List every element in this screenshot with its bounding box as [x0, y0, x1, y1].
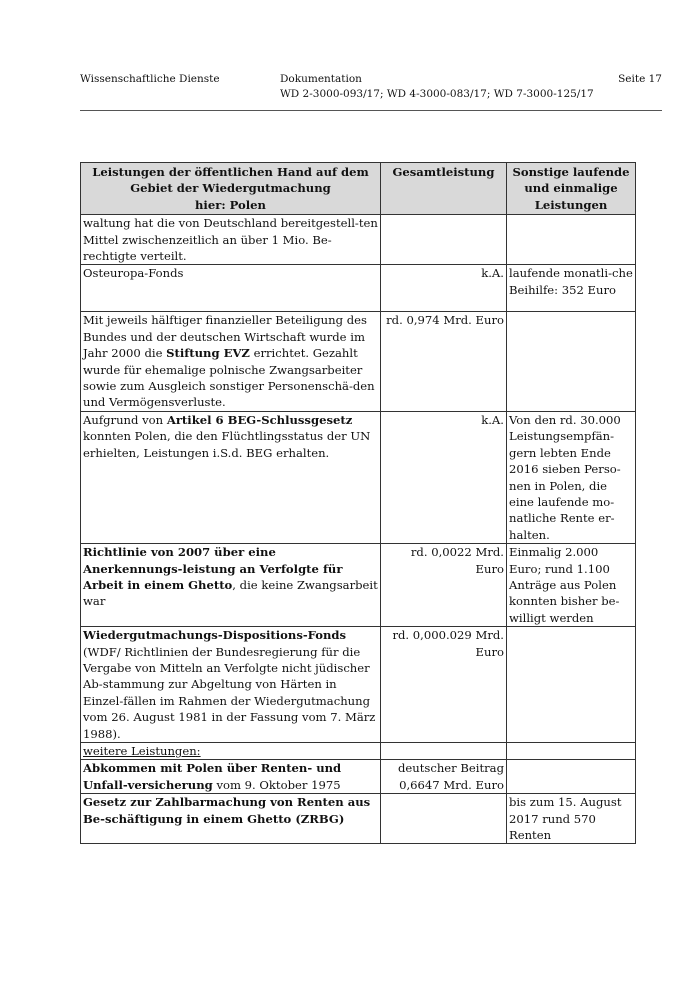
- cell-description: [81, 794, 381, 844]
- cell-total: k.A.: [381, 411, 507, 543]
- cell-other: [507, 743, 636, 760]
- beg-article-term: Artikel 6 BEG-Schlussgesetz: [166, 412, 353, 427]
- cell-description: Aufgrund von Artikel 6 BEG-Schlussgesetz konnten Polen, die den Flüchtlingsstatus der UN erhielten, Leistungen i.S.d. BEG erhalten.: [81, 411, 381, 543]
- cell-description: waltung hat die von Deutschland bereitgestell-ten Mittel zwischenzeitlich an über 1 Mio. Be-rechtigte verteilt.: [81, 215, 381, 265]
- cell-description: Wiedergutmachungs-Dispositions-Fonds (WDF/ Richtlinien der Bundesregierung für die Vergabe von Mitteln an Verfolgte nicht jüdischer Ab-stammung zur Abgeltung von Härten in Einzel-fällen im Rahmen der Wiedergutmachung vom 26. August 1981 in der Fassung vom 7. März 1988).: [81, 627, 381, 743]
- table-row: [81, 312, 636, 411]
- header-divider: [80, 110, 662, 111]
- header-page-number: Seite 17: [618, 73, 662, 85]
- header-institution: Wissenschaftliche Dienste: [80, 73, 220, 85]
- cell-total: [381, 215, 507, 265]
- cell-other: Einmalig 2.000 Euro; rund 1.100 Anträge aus Polen konnten bisher be-willigt werden: [507, 544, 636, 627]
- header-cell-services: Leistungen der öffentlichen Hand auf dem Gebiet der Wiedergutmachung hier: Polen: [81, 163, 381, 215]
- header-cell-other: Sonstige laufende und einmalige Leistungen: [507, 163, 636, 215]
- header-document-info: [280, 72, 594, 102]
- cell-description: [81, 743, 381, 760]
- header-doc-type: Dokumentation: [280, 73, 362, 85]
- cell-description: Mit jeweils hälftiger finanzieller Beteiligung des Bundes und der deutschen Wirtschaft wurde im Jahr 2000 die Stiftung EVZ errichtet. Gezahlt wurde für ehemalige polnische Zwangsarbeiter sowie zum Ausgleich sonstiger Personenschä-den und Vermögensverluste.: [81, 312, 381, 411]
- cell-description: Abkommen mit Polen über Renten- und Unfall-versicherung vom 9. Oktober 1975: [81, 760, 381, 794]
- pension-agreement-term: Abkommen mit Polen über Renten- und Unfall-versicherung: [83, 761, 342, 792]
- cell-total: deutscher Beitrag 0,6647 Mrd. Euro: [381, 760, 507, 794]
- table-row: [81, 411, 636, 543]
- cell-description: Richtlinie von 2007 über eine Anerkennungs-leistung an Verfolgte für Arbeit in einem Ghetto, die keine Zwangsarbeit war: [81, 544, 381, 627]
- table-row: [81, 544, 636, 627]
- table-row: [81, 215, 636, 265]
- table-row: [81, 794, 636, 844]
- cell-other: [507, 627, 636, 743]
- cell-total: rd. 0,000.029 Mrd. Euro: [381, 627, 507, 743]
- stiftung-evz-term: Stiftung EVZ: [166, 346, 250, 361]
- cell-other: bis zum 15. August 2017 rund 570 Renten: [507, 794, 636, 844]
- ghetto-guideline-term: Richtlinie von 2007 über eine Anerkennungs-leistung an Verfolgte für Arbeit in einem Ghetto: [83, 545, 343, 592]
- cell-total: [381, 794, 507, 844]
- cell-other: Von den rd. 30.000 Leistungsempfän-gern lebten Ende 2016 sieben Perso-nen in Polen, die eine laufende mo-natliche Rente er-halten.: [507, 411, 636, 543]
- table-row: [81, 627, 636, 743]
- cell-total: rd. 0,974 Mrd. Euro: [381, 312, 507, 411]
- header-cell-total: Gesamtleistung: [381, 163, 507, 215]
- zrbg-term: Gesetz zur Zahlbarmachung von Renten aus Be-schäftigung in einem Ghetto (ZRBG): [83, 795, 371, 826]
- wdf-term: Wiedergutmachungs-Dispositions-Fonds: [83, 628, 347, 643]
- cell-description: Osteuropa-Fonds: [81, 265, 381, 312]
- cell-other: [507, 312, 636, 411]
- table-row: [81, 265, 636, 312]
- table-row: [81, 760, 636, 794]
- reparations-table: [80, 162, 636, 844]
- cell-other: [507, 215, 636, 265]
- cell-total: [381, 743, 507, 760]
- cell-total: rd. 0,0022 Mrd. Euro: [381, 544, 507, 627]
- cell-other: laufende monatli-che Beihilfe: 352 Euro: [507, 265, 636, 312]
- further-services-label: weitere Leistungen:: [83, 744, 201, 758]
- cell-other: [507, 760, 636, 794]
- table-header-row: [81, 163, 636, 215]
- cell-total: k.A.: [381, 265, 507, 312]
- table-row: [81, 743, 636, 760]
- header-doc-numbers: WD 2-3000-093/17; WD 4-3000-083/17; WD 7-3000-125/17: [280, 88, 594, 100]
